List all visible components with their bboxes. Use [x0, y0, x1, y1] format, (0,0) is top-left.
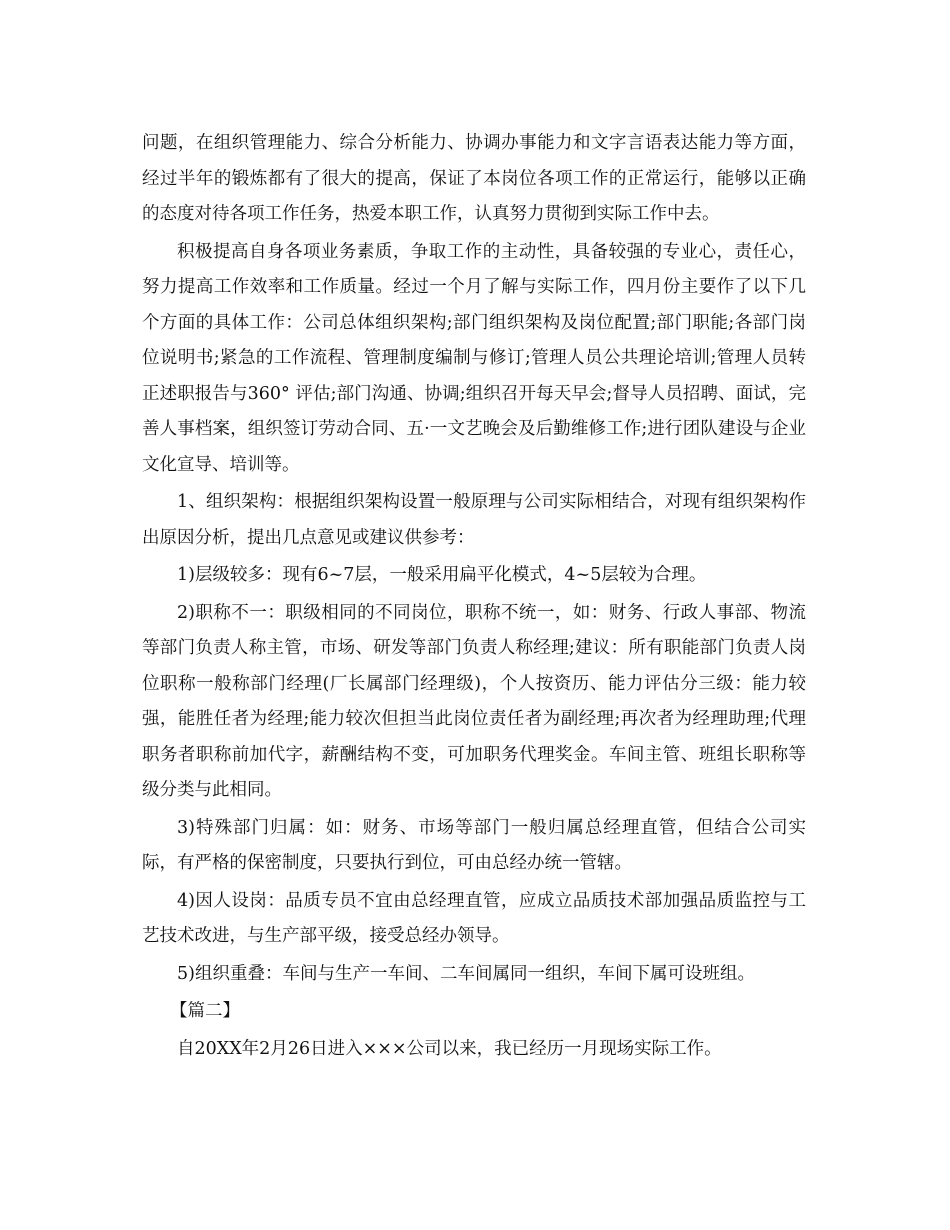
paragraph-4: 1)层级较多：现有6~7层，一般采用扁平化模式，4~5层较为合理。 — [177, 565, 707, 585]
document-page — [142, 126, 806, 1067]
section-heading: 【篇二】 — [170, 1001, 240, 1021]
paragraph-1: 问题，在组织管理能力、综合分析能力、协调办事能力和文字言语表达能力等方面，经过半年的锻炼都有了很大的提高，保证了本岗位各项工作的正常运行，能够以正确的态度对待各项工作任务，热爱本职工作，认真努力贯彻到实际工作中去。 — [142, 133, 806, 224]
paragraph-10: 自20XX年2月26日进入×××公司以来，我已经历一月现场实际工作。 — [177, 1038, 722, 1059]
paragraph-7: 4)因人设岗：品质专员不宜由总经理直管，应成立品质技术部加强品质监控与工艺技术改进，与生产部平级，接受总经办领导。 — [142, 890, 806, 946]
paragraph-6: 3)特殊部门归属：如：财务、市场等部门一般归属总经理直管，但结合公司实际，有严格的保密制度，只要执行到位，可由总经办统一管辖。 — [142, 817, 806, 873]
paragraph-2: 积极提高自身各项业务素质，争取工作的主动性，具备较强的专业心，责任心，努力提高工作效率和工作质量。经过一个月了解与实际工作，四月份主要作了以下几个方面的具体工作：公司总体组织架构;部门组织架构及岗位配置;部门职能;各部门岗位说明书;紧急的工作流程、管理制度编制与修订;管理人员公共理论培训;管理人员转正述职报告与360° 评估;部门沟通、协调;组织召开每天早会;督导人员招聘、面试，完善人事档案，组织签订劳动合同、五·一文艺晚会及后勤维修工作;进行团队建设与企业文化宣导、培训等。 — [142, 241, 806, 475]
paragraph-5: 2)职称不一：职级相同的不同岗位，职称不统一，如：财务、行政人事部、物流等部门负责人称主管，市场、研发等部门负责人称经理;建议：所有职能部门负责人岗位职称一般称部门经理(厂长属部门经理级)，个人按资历、能力评估分三级：能力较强，能胜任者为经理;能力较次但担当此岗位责任者为副经理;再次者为经理助理;代理职务者职称前加代字，薪酬结构不变，可加职务代理奖金。车间主管、班组长职称等级分类与此相同。 — [142, 602, 806, 800]
paragraph-3: 1、组织架构：根据组织架构设置一般原理与公司实际相结合，对现有组织架构作出原因分析，提出几点意见或建议供参考： — [142, 492, 806, 548]
paragraph-8: 5)组织重叠：车间与生产一车间、二车间属同一组织，车间下属可设班组。 — [177, 963, 755, 984]
